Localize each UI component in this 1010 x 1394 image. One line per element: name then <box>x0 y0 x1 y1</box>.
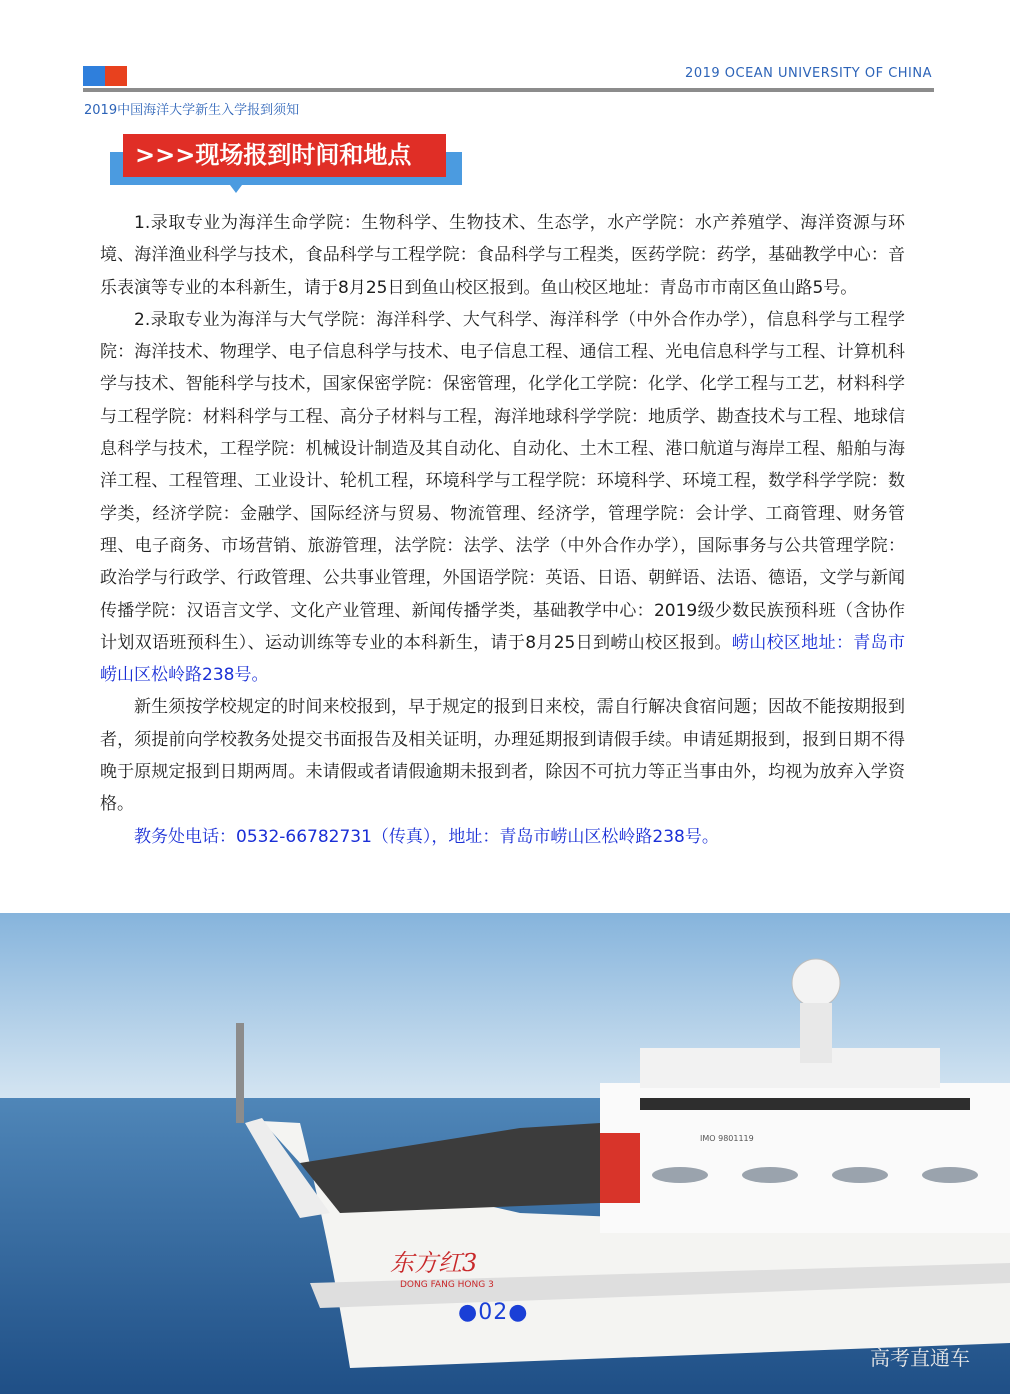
hull-ship-name: 东方红3 <box>390 1249 478 1277</box>
header-title-en: 2019 OCEAN UNIVERSITY OF CHINA <box>685 66 932 81</box>
red-crane <box>600 1133 640 1203</box>
page-number: ●02● <box>458 1300 529 1325</box>
page-number-value: 02 <box>478 1300 509 1325</box>
body-text <box>100 207 905 853</box>
laoshan-address: 崂山校区地址：青岛市崂山区松岭路238号。 <box>100 632 905 686</box>
paragraph-3: 新生须按学校规定的时间来校报到，早于规定的报到日来校，需自行解决食宿问题；因故不能按期报到者，须提前向学校教务处提交书面报告及相关证明，办理延期报到请假手续。申请延期报到，报到日期不得晚于原规定报到日期两周。未请假或者请假逾期未报到者，除因不可抗力等正当事由外，均视为放弃入学资格。 <box>100 697 905 815</box>
header-blue-square <box>83 66 105 86</box>
hull-ship-pinyin: DONG FANG HONG 3 <box>400 1280 494 1290</box>
paragraph-2 <box>100 304 905 692</box>
radar-dome <box>792 959 840 1007</box>
header-divider <box>83 88 934 92</box>
watermark: 高考直通车 <box>870 1346 970 1370</box>
paragraph-2-text: 2.录取专业为海洋与大气学院：海洋科学、大气科学、海洋科学（中外合作办学），信息科学与工程学院：海洋技术、物理学、电子信息科学与技术、电子信息工程、通信工程、光电信息科学与工程、计算机科学与技术、智能科学与技术，国家保密学院：保密管理，化学化工学院：化学、化学工程与工艺，材料科学与工程学院：材料科学与工程、高分子材料与工程，海洋地球科学学院：地质学、勘查技术与工程、地球信息科学与技术，工程学院：机械设计制造及其自动化、自动化、土木工程、港口航道与海岸工程、船舶与海洋工程、工程管理、工业设计、轮机工程，环境科学与工程学院：环境科学、环境工程，数学科学学院：数学类，经济学院：金融学、国际经济与贸易、物流管理、经济学，管理学院：会计学、工商管理、财务管理、电子商务、市场营销、旅游管理，法学院：法学、法学（中外合作办学），国际事务与公共管理学院：政治学与行政学、行政管理、公共事业管理，外国语学院：英语、日语、朝鲜语、法语、德语，文学与新闻传播学院：汉语言文学、文化产业管理、新闻传播学类，基础教学中心：2019级少数民族预科班（含协作计划双语班预科生）、运动训练等专业的本科新生，请于8月25日到崂山校区报到。 <box>100 309 905 653</box>
contact-line: 教务处电话：0532-66782731（传真），地址：青岛市崂山区松岭路238号。 <box>134 826 719 847</box>
header-title-cn: 2019中国海洋大学新生入学报到须知 <box>84 103 300 118</box>
section-heading: >>>现场报到时间和地点 <box>123 134 446 177</box>
hull-id: IMO 9801119 <box>700 1134 754 1143</box>
header-red-square <box>105 66 127 86</box>
paragraph-1: 1.录取专业为海洋生命学院：生物科学、生物技术、生态学，水产学院：水产养殖学、海洋资源与环境、海洋渔业科学与技术，食品科学与工程学院：食品科学与工程类，医药学院：药学，基础教学中心：音乐表演等专业的本科新生，请于8月25日到鱼山校区报到。鱼山校区地址：青岛市市南区鱼山路5号。 <box>100 213 905 298</box>
banner-pointer <box>230 185 242 193</box>
